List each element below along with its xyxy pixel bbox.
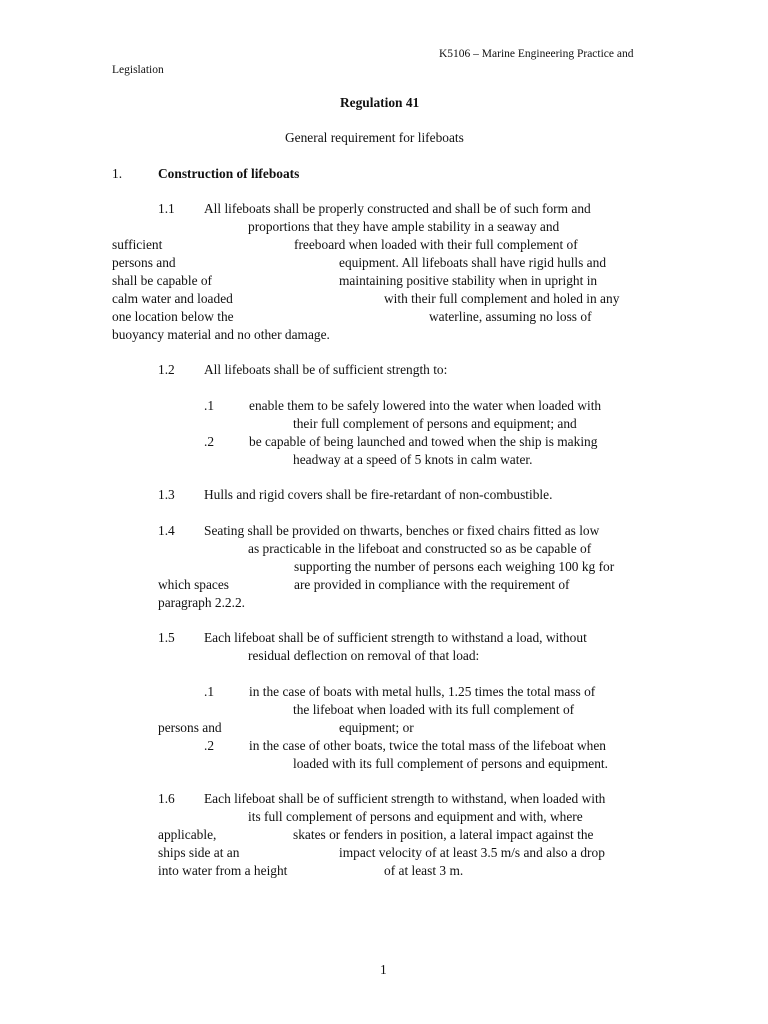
running-header-continuation: Legislation	[112, 64, 164, 76]
paragraph-line: All lifeboats shall be of sufficient strength to:	[204, 362, 448, 377]
paragraph-number: 1.4	[158, 523, 175, 538]
paragraph-line: applicable,	[158, 827, 217, 842]
list-item-line: be capable of being launched and towed when the ship is making	[249, 434, 598, 449]
paragraph-line: are provided in compliance with the requirement of	[294, 577, 570, 592]
paragraph-line: Seating shall be provided on thwarts, benches or fixed chairs fitted as low	[204, 523, 600, 538]
paragraph-line: All lifeboats shall be properly constructed and shall be of such form and	[204, 201, 591, 216]
list-item-line: equipment; or	[339, 720, 414, 735]
paragraph-line: with their full complement and holed in any	[384, 291, 620, 306]
paragraph-line: as practicable in the lifeboat and constructed so as be capable of	[248, 541, 592, 556]
list-item-line: in the case of boats with metal hulls, 1.25 times the total mass of	[249, 684, 596, 699]
paragraph-line: into water from a height	[158, 863, 288, 878]
paragraph-line: calm water and loaded	[112, 291, 233, 306]
list-item-line: persons and	[158, 720, 222, 735]
list-item-line: the lifeboat when loaded with its full complement of	[293, 702, 575, 717]
paragraph-line: which spaces	[158, 577, 230, 592]
paragraph-line: supporting the number of persons each weighing 100 kg for	[294, 559, 615, 574]
paragraph-line: ships side at an	[158, 845, 240, 860]
paragraph-line: skates or fenders in position, a lateral impact against the	[293, 827, 594, 842]
list-item-line: their full complement of persons and equipment; and	[293, 416, 577, 431]
paragraph-line: freeboard when loaded with their full complement of	[294, 237, 578, 252]
list-marker: .1	[204, 684, 215, 699]
paragraph-line: Each lifeboat shall be of sufficient strength to withstand a load, without	[204, 630, 587, 645]
page-subtitle: General requirement for lifeboats	[285, 130, 464, 145]
list-item-line: loaded with its full complement of persons and equipment.	[293, 756, 608, 771]
paragraph-line: equipment. All lifeboats shall have rigid hulls and	[339, 255, 607, 270]
paragraph-line: waterline, assuming no loss of	[429, 309, 592, 324]
paragraph-line: persons and	[112, 255, 176, 270]
paragraph-line: of at least 3 m.	[384, 863, 464, 878]
paragraph-number: 1.5	[158, 630, 175, 645]
page-number: 1	[380, 962, 387, 977]
paragraph-line: proportions that they have ample stability in a seaway and	[248, 219, 560, 234]
paragraph-number: 1.3	[158, 487, 175, 502]
page-title: Regulation 41	[340, 95, 420, 110]
paragraph-line: residual deflection on removal of that load:	[248, 648, 480, 663]
paragraph-number: 1.2	[158, 362, 175, 377]
paragraph-line: paragraph 2.2.2.	[158, 595, 246, 610]
paragraph-line: shall be capable of	[112, 273, 213, 288]
paragraph-number: 1.1	[158, 201, 175, 216]
paragraph-line: buoyancy material and no other damage.	[112, 327, 330, 342]
section-heading: Construction of lifeboats	[158, 166, 300, 181]
list-item-line: in the case of other boats, twice the total mass of the lifeboat when	[249, 738, 606, 753]
list-item-line: enable them to be safely lowered into the water when loaded with	[249, 398, 602, 413]
list-marker: .2	[204, 738, 215, 753]
paragraph-number: 1.6	[158, 791, 175, 806]
paragraph-line: Each lifeboat shall be of sufficient strength to withstand, when loaded with	[204, 791, 606, 806]
list-item-line: headway at a speed of 5 knots in calm water.	[293, 452, 533, 467]
list-marker: .2	[204, 434, 215, 449]
paragraph-line: its full complement of persons and equipment and with, where	[248, 809, 583, 824]
running-header: K5106 – Marine Engineering Practice and	[439, 48, 634, 60]
paragraph-line: one location below the	[112, 309, 234, 324]
paragraph-line: maintaining positive stability when in upright in	[339, 273, 598, 288]
paragraph-line: Hulls and rigid covers shall be fire-retardant of non-combustible.	[204, 487, 553, 502]
section-number: 1.	[112, 166, 123, 181]
paragraph-line: sufficient	[112, 237, 163, 252]
paragraph-line: impact velocity of at least 3.5 m/s and also a drop	[339, 845, 605, 860]
list-marker: .1	[204, 398, 215, 413]
